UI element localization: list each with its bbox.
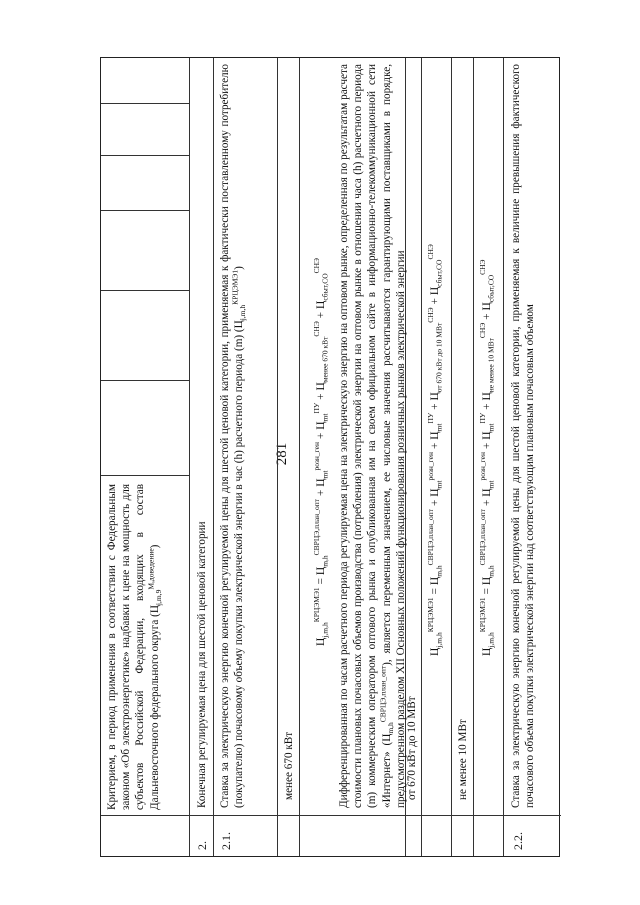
row-symbol: $(Ц_{j,m,h}^{КРЦЭМЭ1})$ xyxy=(230,266,248,333)
empty-cell-border xyxy=(101,155,189,156)
row-text: Конечная регулируемая цена для шестой ценовой категории xyxy=(196,521,208,808)
sub-row-670-to-10: от 670 кВт до 10 МВт xyxy=(406,696,418,800)
row-divider xyxy=(189,58,190,856)
num-column-border xyxy=(101,815,561,816)
row-text: Ставка за электрическую энергию конечной регулируемой цены для шестой ценовой категории, применяемая к величине превышения фактического почасового объема покупки электрической энергии над соответствующим плановым почасовым объемом xyxy=(510,64,537,808)
price-table xyxy=(100,57,560,857)
row-divider xyxy=(277,58,278,856)
criteria-text: Критерием, в период применения в соответствии с Федеральным законом «Об электроэнергетике» надбавки к цене на мощность для субъектов Российской Федерации, входящих в состав Дальневосточного федерального округа xyxy=(106,484,161,810)
row-number: 2.2. xyxy=(511,832,525,850)
definition-text: Дифференцированная по часам расчетного периода регулируемая цена на электрическую энергию на оптовом рынке, определенная по результатам расчета стоимости плановых почасовых объемов производства (потребления) электрической энергии на оптовом рынке в отношении часа (h) расчетного периода (m) коммерческим оператором оптового рынка и опубликованная им на своем официальном сайте в информационно-телекоммуникационной сети «Интернет» $(Ц_{m,h}^{СВРЦЭ,план\_опт})$, является переменным значением, ее числовые значения рассчитываются гарантирующими поставщиками в порядке, предусмотренном разделом XII Основных положений функционирования розничных рынков электрической энергии xyxy=(338,64,407,808)
row-divider xyxy=(451,58,452,856)
criteria-symbol: $(Ц_{j,m,9}^{М,доведение})$ xyxy=(145,544,163,617)
formula-not-less-10: $Ц_{j,m,h}^{КРЦЭМЭ1} = Ц_{m,h}^{СВРЦЭ,план\_опт} + Ц_{mt}^{розн\_ген} + Ц_{mt}^{ПУ} + Ц_{не менее 10 МВт}^{СНЭ} + Ц_{сбыт,СО}^{СНЭ}$ xyxy=(478,259,496,656)
empty-cell-border xyxy=(101,380,189,381)
sub-row-not-less-10: не менее 10 МВт xyxy=(457,719,469,800)
row-text: Ставка за электрическую энергию конечной регулируемой цены для шестой ценовой категории, применяемая к фактически поставленному потребителю (покупателю) почасовому объему покупки электрической энергии в час (h) расчетного периода (m) $(Ц_{j,m,h}^{КРЦЭМЭ1})$ xyxy=(219,64,248,808)
row-divider xyxy=(213,58,214,856)
page-number: 281 xyxy=(274,442,290,466)
formula-670-to-10: $Ц_{j,m,h}^{КРЦЭМЭ1} = Ц_{m,h}^{СВРЦЭ,план\_опт} + Ц_{mt}^{розн\_ген} + Ц_{mt}^{ПУ} + Ц_{от 670 кВт до 10 МВт}^{СНЭ} + Ц_{сбыт,СО}^{СНЭ}$ xyxy=(426,244,444,656)
row-divider xyxy=(473,58,474,856)
row-divider xyxy=(503,58,504,856)
empty-cell-border xyxy=(101,290,189,291)
sub-row-less-670: менее 670 кВт xyxy=(283,731,295,800)
row-divider xyxy=(421,58,422,856)
row-divider xyxy=(299,58,300,856)
empty-cell-border xyxy=(101,103,189,104)
formula-less-670: $Ц_{j,m,h}^{КРЦЭМЭ1} = Ц_{m,h}^{СВРЦЭ,план\_опт} + Ц_{mt}^{розн\_ген} + Ц_{mt}^{ПУ} + Ц_{менее 670 кВт}^{СНЭ} + Ц_{сбыт,СО}^{СНЭ}$ xyxy=(312,257,330,646)
empty-cell-border xyxy=(101,475,189,476)
row-number: 2. xyxy=(195,841,209,850)
criteria-cell xyxy=(105,484,162,810)
empty-cell-border xyxy=(101,210,189,211)
row-number: 2.1. xyxy=(219,832,233,850)
